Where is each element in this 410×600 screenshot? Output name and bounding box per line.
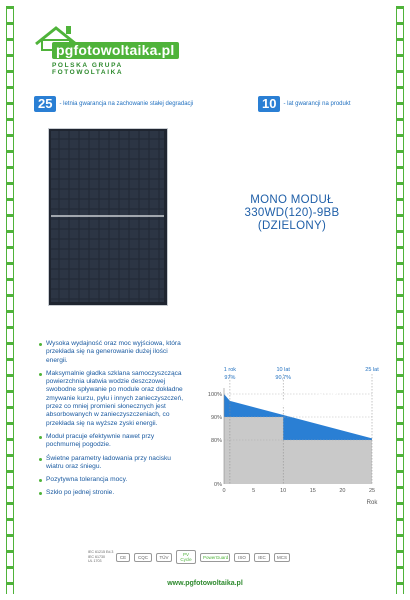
chart-plot	[208, 367, 379, 506]
annotation-value: 97%	[224, 375, 236, 381]
logo-wordmark: pgfotowoltaika.pl	[52, 42, 179, 59]
y-tick-label: 90%	[210, 415, 222, 421]
product-title-line1: MONO MODUŁ	[250, 194, 334, 206]
y-tick-label: 80%	[210, 438, 222, 444]
logo-tagline: POLSKA GRUPA FOTOWOLTAIKA	[52, 62, 124, 76]
x-axis-label: Rok	[366, 500, 378, 506]
right-border-rail	[396, 6, 404, 594]
powerguard-mark-icon: PowerGuard	[200, 553, 230, 562]
degradation-years-badge: 25	[34, 96, 56, 112]
warranty-chart	[196, 360, 386, 516]
x-tick-label: 20	[339, 488, 346, 494]
left-border-rail	[6, 6, 14, 594]
feature-item: Wysoka wydajność oraz moc wyjściowa, która przekłada się na generowanie dużej ilości energii.	[38, 340, 188, 365]
annotation-label: 10 lat	[276, 367, 290, 373]
product-title	[222, 194, 362, 233]
certifications-row	[88, 550, 290, 564]
cqc-mark-icon: CQC	[134, 553, 152, 562]
degradation-warranty	[34, 96, 193, 112]
iso-mark-icon: ISO	[234, 553, 250, 562]
product-title-line3: (DZIELONY)	[257, 220, 327, 232]
product-warranty-text: - lat gwarancji na produkt	[283, 101, 351, 107]
feature-item: Szkło po jednej stronie.	[38, 489, 188, 497]
feature-item: Maksymalnie gładka szklana samoczyszcząca powierzchnia ułatwia wodzie deszczowej swobodne spływanie po module oraz dokładne zmywanie kurzu, pyłu i innych zanieczyszczeń, przez co mniej promieni słonecznych jest absorbowanych w zanieczyszczeniach, co przekłada się na wyższe zyski energii.	[38, 370, 188, 428]
logo	[34, 22, 194, 82]
x-tick-label: 0	[222, 488, 226, 494]
annotation-label: 1 rok	[223, 367, 237, 373]
product-years-badge: 10	[258, 96, 280, 112]
x-tick-label: 15	[309, 488, 316, 494]
footer-url: www.pgfotowoltaika.pl	[167, 580, 243, 587]
iec-mark-icon: IEC	[254, 553, 270, 562]
solar-panel-image	[48, 128, 168, 306]
band-label: Dodatkowa wartość z gwarancji	[264, 384, 358, 412]
pv-cycle-mark-icon: PV Cycle	[176, 550, 196, 564]
x-tick-label: 25	[368, 488, 376, 494]
feature-item: Pozytywna tolerancja mocy.	[38, 476, 188, 484]
mcs-mark-icon: MCS	[274, 553, 290, 562]
y-tick-label: 0%	[214, 482, 222, 488]
x-tick-label: 5	[252, 488, 256, 494]
feature-list	[38, 340, 188, 503]
annotation-value: 90,7%	[275, 375, 292, 381]
degradation-warranty-text: - letnia gwarancja na zachowanie stałej degradacji	[59, 101, 194, 107]
product-warranty	[258, 96, 351, 112]
standards-list: IEC 61215 Ed.3 IEC 61730 UL 1703	[88, 550, 114, 564]
feature-item: Moduł pracuje efektywnie nawet przy pochmurnej pogodzie.	[38, 433, 188, 450]
ce-mark-icon: CE	[116, 553, 130, 562]
feature-item: Świetne parametry ładowania przy nacisku wiatru oraz śniegu.	[38, 455, 188, 472]
tuv-mark-icon: TÜV	[156, 553, 172, 562]
x-tick-label: 10	[280, 488, 287, 494]
panel-cell-grid	[49, 129, 166, 304]
y-tick-label: 100%	[207, 392, 222, 398]
product-title-line2: 330WD(120)-9BB	[244, 207, 340, 219]
annotation-label: 25 lat	[365, 367, 379, 373]
